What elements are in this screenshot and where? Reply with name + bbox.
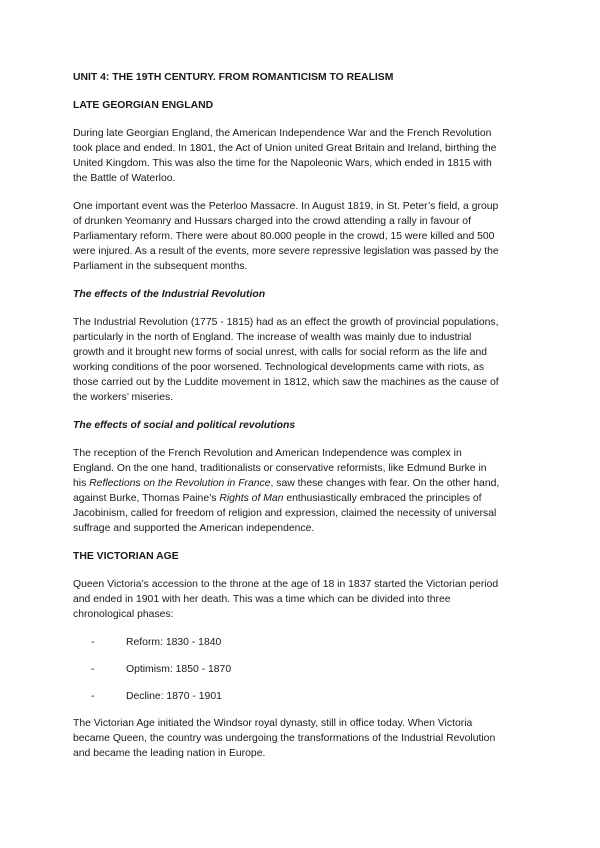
book-title-rights-of-man: Rights of Man <box>219 493 284 504</box>
phase-text: Reform: 1830 - 1840 <box>126 637 222 648</box>
text-line: The Victorian Age initiated the Windsor royal dynasty, still in office today. When Victoria <box>73 718 473 729</box>
list-dash: - <box>91 691 95 702</box>
document-page <box>73 70 529 774</box>
text-line: The reception of the French Revolution and American Independence was complex in <box>73 448 462 459</box>
paragraph-industrial-revolution <box>73 315 529 405</box>
text-line: Parliament in the subsequent months. <box>73 261 248 272</box>
text-line: were injured. As a result of the events, more severe repressive legislation was passed by the <box>73 246 499 257</box>
paragraph-victorian-intro <box>73 577 529 622</box>
text-line: suffrage and supported the American independence. <box>73 523 315 534</box>
text-line: took place and ended. In 1801, the Act of Union united Great Britain and Ireland, birthing the <box>73 143 497 154</box>
list-item <box>73 689 529 704</box>
list-dash: - <box>91 664 95 675</box>
text-span: against Burke, Thomas Paine’s <box>73 493 220 504</box>
text-line: became Queen, the country was undergoing the transformations of the Industrial Revolution <box>73 733 496 744</box>
paragraph-late-georgian-1 <box>73 126 529 186</box>
list-item <box>73 635 529 650</box>
text-line <box>73 491 529 506</box>
book-title-reflections: Reflections on the Revolution in France <box>89 478 271 489</box>
unit-title: UNIT 4: THE 19TH CENTURY. FROM ROMANTICISM TO REALISM <box>73 72 394 83</box>
text-line: particularly in the north of England. The increase of wealth was mainly due to industrial <box>73 332 472 343</box>
text-line: chronological phases: <box>73 609 174 620</box>
phase-list <box>73 635 529 704</box>
text-line: of drunken Yeomanry and Hussars charged into the crowd attending a rally in favour of <box>73 216 471 227</box>
paragraph-social-political <box>73 446 529 536</box>
text-line: United Kingdom. This was also the time for the Napoleonic Wars, which ended in 1815 with <box>73 158 492 169</box>
text-line: England. On the one hand, traditionalists or conservative reformists, like Edmund Burke in <box>73 463 487 474</box>
section-heading-victorian-age: THE VICTORIAN AGE <box>73 551 179 562</box>
text-span: his <box>73 478 90 489</box>
subheading-industrial-revolution: The effects of the Industrial Revolution <box>73 289 266 300</box>
text-line: the Battle of Waterloo. <box>73 173 176 184</box>
text-line: working conditions of the poor worsened. Technological developments came with riots, as <box>73 362 485 373</box>
text-span: , saw these changes with fear. On the other hand, <box>270 478 500 489</box>
text-line: the workers’ miseries. <box>73 392 174 403</box>
text-line: and became the leading nation in Europe. <box>73 748 266 759</box>
text-line: The Industrial Revolution (1775 - 1815) had as an effect the growth of provincial populations, <box>73 317 499 328</box>
list-dash: - <box>91 637 95 648</box>
paragraph-victorian-closing <box>73 716 529 761</box>
text-line: Jacobinism, called for freedom of religion and expression, claimed the necessity of universal <box>73 508 497 519</box>
text-line: those carried out by the Luddite movement in 1812, which saw the machines as the cause of <box>73 377 499 388</box>
text-span: enthusiastically embraced the principles of <box>283 493 482 504</box>
phase-text: Decline: 1870 - 1901 <box>126 691 222 702</box>
subheading-social-political-revolutions: The effects of social and political revolutions <box>73 420 296 431</box>
list-item <box>73 662 529 677</box>
text-line: One important event was the Peterloo Massacre. In August 1819, in St. Peter’s field, a group <box>73 201 499 212</box>
text-line <box>73 476 529 491</box>
phase-text: Optimism: 1850 - 1870 <box>126 664 232 675</box>
text-line: growth and it brought new forms of social unrest, with calls for social reform as the life and <box>73 347 488 358</box>
paragraph-peterloo <box>73 199 529 274</box>
text-line: Queen Victoria’s accession to the throne at the age of 18 in 1837 started the Victorian period <box>73 579 499 590</box>
text-line: and ended in 1901 with her death. This was a time which can be divided into three <box>73 594 451 605</box>
text-line: During late Georgian England, the American Independence War and the French Revolution <box>73 128 492 139</box>
section-heading-late-georgian: LATE GEORGIAN ENGLAND <box>73 100 214 111</box>
text-line: Parliamentary reform. There were about 80.000 people in the crowd, 15 were killed and 500 <box>73 231 495 242</box>
